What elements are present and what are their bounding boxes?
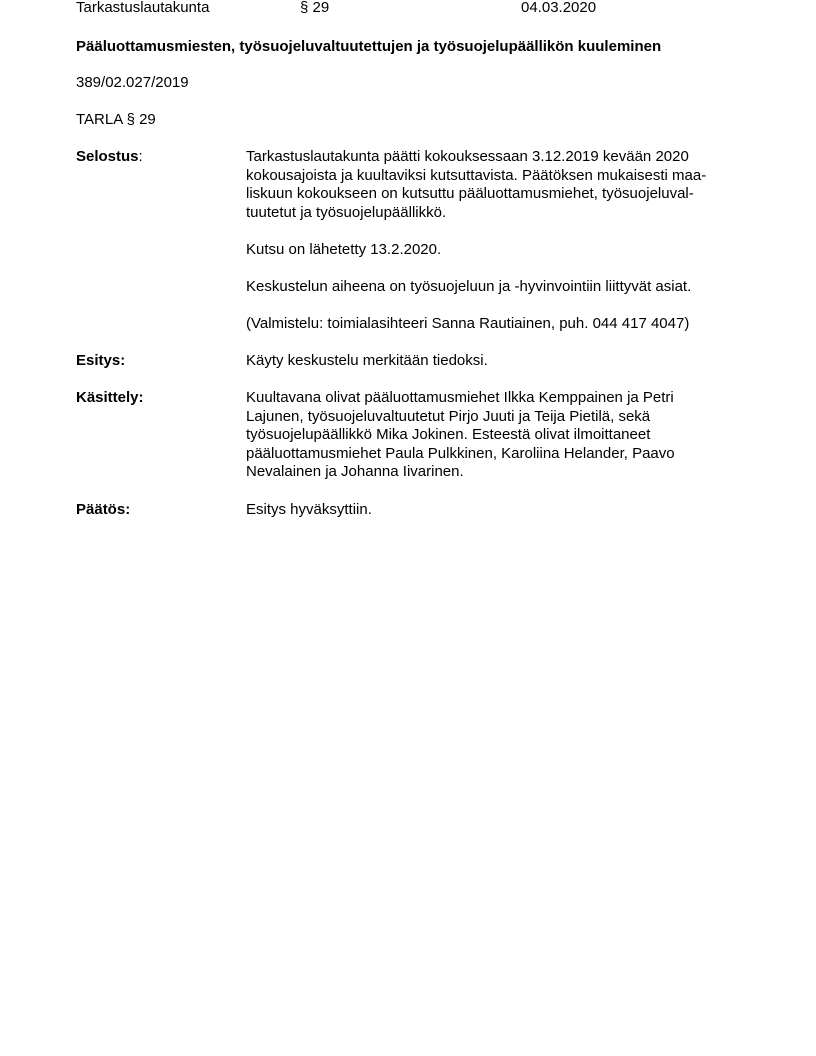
esitys-label: Esitys: [76, 352, 126, 369]
esitys-body [246, 352, 746, 371]
kasittely-text: Kuultavana olivat pääluottamusmiehet Ilkka Kemppainen ja Petri Lajunen, työsuojeluvaltuutetut Pirjo Juuti ja Teija Pietilä, sekä työsuojelupäällikkö Mika Jokinen. Esteestä olivat ilmoittaneet pääluottamusmiehet Paula Pulkkinen, Karoliina Helander, Paavo Nevalainen ja Johanna Iivarinen. [246, 389, 675, 480]
esitys-text: Käyty keskustelu merkitään tiedoksi. [246, 352, 488, 369]
paatos-body [246, 501, 746, 520]
document-title: Pääluottamusmiesten, työsuojeluvaltuutettujen ja työsuojelupäällikön kuuleminen [76, 38, 662, 55]
kasittely-body [246, 389, 746, 482]
diary-number: 389/02.027/2019 [76, 74, 189, 91]
document-header [76, 0, 776, 19]
meeting-date: 04.03.2020 [521, 0, 597, 16]
selostus-body [246, 148, 746, 333]
selostus-paragraph: Tarkastuslautakunta päätti kokouksessaan 3.12.2019 kevään 2020 kokousajoista ja kuultaviksi kutsuttavista. Päätöksen mukaisesti maa- liskuun kokoukseen on kutsuttu pääluottamusmiehet, työsuojeluval- tuutetut ja työsuojelupäällikkö. [246, 148, 707, 221]
kasittely-label: Käsittely: [76, 389, 144, 406]
selostus-paragraph: Keskustelun aiheena on työsuojeluun ja -hyvinvointiin liittyvät asiat. [246, 277, 692, 295]
selostus-label: Selostus: [76, 148, 143, 165]
reference: TARLA § 29 [76, 111, 156, 128]
paatos-label: Päätös: [76, 501, 131, 518]
section-number: § 29 [300, 0, 330, 16]
paatos-text: Esitys hyväksyttiin. [246, 501, 372, 518]
committee-name: Tarkastuslautakunta [76, 0, 210, 16]
selostus-paragraph: (Valmistelu: toimialasihteeri Sanna Rautiainen, puh. 044 417 4047) [246, 314, 690, 332]
selostus-paragraph: Kutsu on lähetetty 13.2.2020. [246, 240, 442, 258]
